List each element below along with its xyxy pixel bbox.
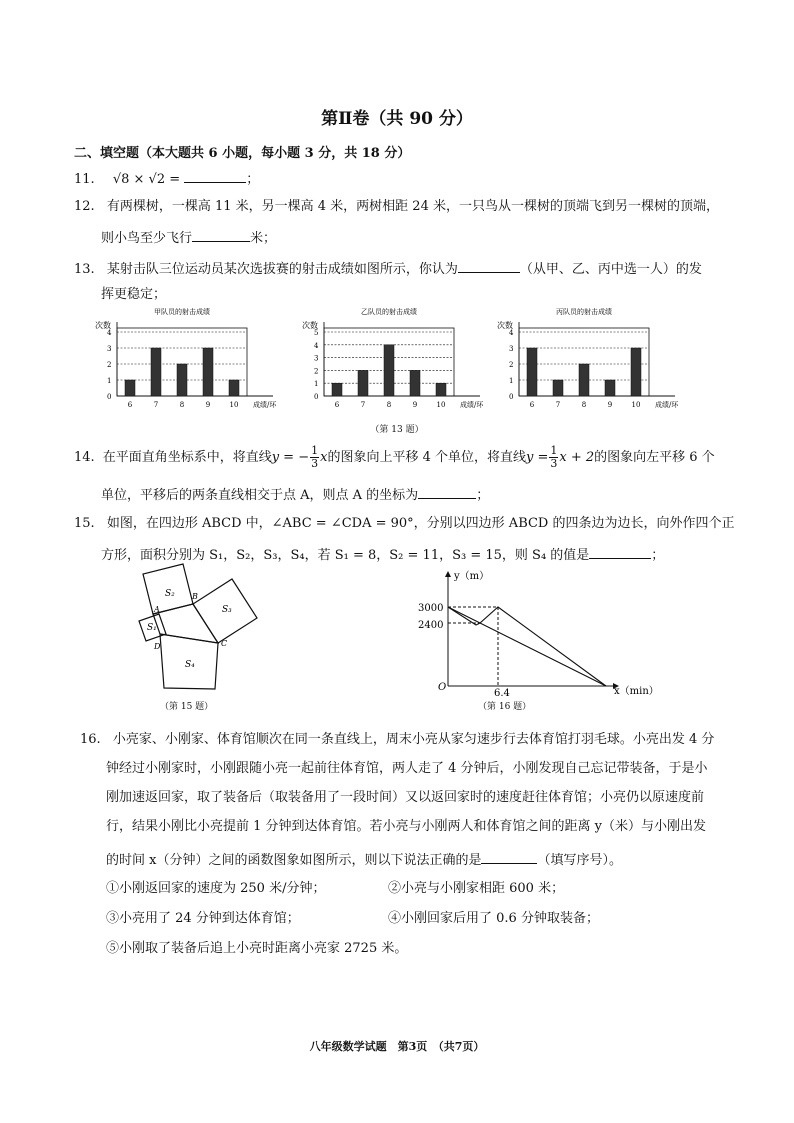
chart-ytick: 3 <box>314 354 319 363</box>
q14-text-p2: 的图象向上平移 4 个单位，将直线 <box>327 449 526 465</box>
y-tick-2400: 2400 <box>418 620 444 631</box>
q16-text-line5b: （填写序号）。 <box>537 853 622 868</box>
q15-answer-blank[interactable] <box>589 546 651 559</box>
chart-ytick: 3 <box>107 345 112 353</box>
q16-graph <box>410 568 659 699</box>
chart-title: 丙队员的射击成绩 <box>556 308 612 316</box>
question-12-line2 <box>101 229 276 245</box>
chart-ytick: 1 <box>107 377 112 385</box>
chart-ytick: 0 <box>314 393 319 401</box>
q11-expression: √8 × √2 = <box>112 172 181 187</box>
chart-xtick: 7 <box>153 401 159 409</box>
q12-text-line2b: 米； <box>250 231 277 246</box>
chart-ylabel: 次数 <box>302 321 318 330</box>
chart-xtick: 6 <box>334 401 340 409</box>
chart-xtick: 9 <box>607 401 613 409</box>
q14-text-p1: 在平面直角坐标系中，将直线 <box>102 449 272 465</box>
q16-number: 16. <box>80 732 101 747</box>
q14-eq2-pre: y = <box>526 449 549 465</box>
chart-bar-9 <box>203 348 213 396</box>
q15-figure <box>135 572 275 692</box>
question-11 <box>74 170 259 186</box>
chart-yi <box>302 307 484 409</box>
chart-bar-7 <box>553 380 563 396</box>
chart-xtick: 10 <box>229 401 239 409</box>
q16-option-4: ④小刚回家后用了 0.6 分钟取装备； <box>388 911 599 926</box>
chart-bing <box>497 307 679 409</box>
q13-text-line1a: 某射击队三位运动员某次选拔赛的射击成绩如图所示，你认为 <box>106 262 458 277</box>
chart-ytick: 0 <box>509 393 514 401</box>
q12-answer-blank[interactable] <box>192 229 250 242</box>
chart-xtick: 6 <box>127 401 133 409</box>
question-13-line1 <box>74 260 702 276</box>
q15-text-line1: 如图，在四边形 ABCD 中，∠ABC = ∠CDA = 90°，分别以四边形 ABCD 的四条边为边长，向外作四个正 <box>106 516 735 531</box>
chart-bar-7 <box>151 348 161 396</box>
q14-text-p3: 的图象向左平移 6 个 <box>594 449 715 465</box>
q14-frac2-den: 3 <box>550 456 558 470</box>
chart-bar-6 <box>527 348 537 396</box>
q14-frac1-num: 1 <box>311 443 319 457</box>
q14-fraction-1 <box>310 445 319 469</box>
chart-ylabel: 次数 <box>497 321 513 330</box>
q15-text-line2b: ； <box>651 548 665 563</box>
q14-answer-blank[interactable] <box>418 486 476 499</box>
chart-bar-6 <box>332 383 342 396</box>
chart-ytick: 2 <box>314 367 319 376</box>
chart-bar-10 <box>631 348 641 396</box>
shooting-charts <box>95 302 715 432</box>
question-16-line5 <box>106 851 622 867</box>
chart-ylabel: 次数 <box>95 321 111 330</box>
chart-xtick: 8 <box>581 401 587 409</box>
q14-eq2-post: x + 2 <box>559 449 595 465</box>
chart-ytick: 2 <box>107 361 112 369</box>
chart-ytick: 1 <box>509 377 514 385</box>
chart-jia <box>95 307 277 409</box>
q16-text-line4: 行，结果小刚比小亮提前 1 分钟到达体育馆。若小亮与小刚两人和体育馆之间的距离 y（米）与小刚出发 <box>106 819 707 834</box>
chart-xtick: 10 <box>631 401 641 409</box>
q14-eq1-post: x <box>320 449 328 465</box>
chart-title: 乙队员的射击成绩 <box>361 308 417 316</box>
chart-xtick: 10 <box>436 401 446 409</box>
chart-xtick: 9 <box>205 401 211 409</box>
chart-ytick: 5 <box>314 329 319 337</box>
q16-option-1: ①小刚返回家的速度为 250 米/分钟； <box>106 881 326 896</box>
chart-bar-6 <box>125 380 135 396</box>
q16-text-line2: 钟经过小刚家时，小刚跟随小亮一起前往体育馆，两人走了 4 分钟后，小刚发现自己忘记带装备，于是小 <box>106 761 708 776</box>
q11-end: ； <box>246 172 260 187</box>
chart-bar-8 <box>384 345 394 396</box>
q12-text-line2a: 则小鸟至少飞行 <box>101 231 193 246</box>
label-d: D <box>154 642 161 651</box>
question-15-line2 <box>101 546 664 562</box>
q16-option-3: ③小亮用了 24 分钟到达体育馆； <box>106 911 300 926</box>
chart-bar-8 <box>177 364 187 396</box>
x-axis-label: x（min） <box>614 686 659 697</box>
question-14-line2 <box>101 486 489 502</box>
q16-text-line1: 小亮家、小刚家、体育馆顺次在同一条直线上，周末小亮从家匀速步行去体育馆打羽毛球。小亮出发 4 分 <box>112 732 715 747</box>
q16-text-line3: 刚加速返回家，取了装备后（取装备用了一段时间）又以返回家时的速度赶往体育馆；小亮仍以原速度前 <box>106 790 705 805</box>
q16-answer-blank[interactable] <box>481 851 537 864</box>
label-s3: S₃ <box>222 605 232 615</box>
chart-xtick: 6 <box>529 401 535 409</box>
page-footer: 八年级数学试题 第3页 （共7页） <box>309 1040 485 1053</box>
chart-xlabel: 成绩/环 <box>253 401 277 409</box>
label-b: B <box>192 592 198 601</box>
q13-text-line2: 挥更稳定； <box>101 287 167 302</box>
chart-title: 甲队员的射击成绩 <box>154 308 210 316</box>
q13-caption: （第 13 题） <box>370 425 424 435</box>
q15-caption: （第 15 题） <box>160 702 214 712</box>
chart-bar-8 <box>579 364 589 396</box>
chart-bar-7 <box>358 370 368 396</box>
chart-ytick: 4 <box>509 329 514 337</box>
label-s1-sq-s2: S₂ <box>165 589 175 599</box>
question-16-line1 <box>80 733 714 746</box>
q14-text-line2a: 单位，平移后的两条直线相交于点 A，则点 A 的坐标为 <box>101 488 419 503</box>
q16-option-2: ②小亮与小刚家相距 600 米； <box>388 881 565 896</box>
q13-number: 13. <box>74 262 95 277</box>
q16-text-line5a: 的时间 x（分钟）之间的函数图象如图所示，则以下说法正确的是 <box>106 853 482 868</box>
q13-text-line1b: （从甲、乙、丙中选一人）的发 <box>519 262 702 277</box>
q11-answer-blank[interactable] <box>184 170 246 183</box>
chart-xtick: 8 <box>179 401 185 409</box>
question-15-line1 <box>74 517 735 530</box>
chart-xtick: 7 <box>360 401 366 409</box>
chart-xlabel: 成绩/环 <box>655 401 679 409</box>
line-xiaoliang <box>448 607 606 686</box>
question-12-line1 <box>74 200 719 213</box>
section-header: 二、填空题（本大题共 6 小题，每小题 3 分，共 18 分） <box>74 146 411 161</box>
label-a: A <box>154 605 160 614</box>
question-14-line1 <box>74 444 715 470</box>
chart-xtick: 9 <box>412 401 418 409</box>
q14-number: 14. <box>74 449 95 465</box>
q14-frac2-num: 1 <box>550 443 558 457</box>
y-axis-label: y（m） <box>454 571 490 582</box>
chart-xtick: 8 <box>386 401 392 409</box>
q14-text-line2b: ； <box>476 488 490 503</box>
q15-number: 15. <box>74 516 95 531</box>
q13-answer-blank[interactable] <box>458 260 520 273</box>
origin-label: O <box>438 682 447 693</box>
chart-ytick: 2 <box>509 361 514 369</box>
chart-bar-10 <box>436 383 446 396</box>
q14-fraction-2 <box>549 445 558 469</box>
q16-option-5: ⑤小刚取了装备后追上小亮时距离小亮家 2725 米。 <box>106 941 408 956</box>
chart-ytick: 3 <box>509 345 514 353</box>
q14-frac1-den: 3 <box>311 456 319 470</box>
x-tick-6.4: 6.4 <box>494 688 510 699</box>
chart-bar-9 <box>410 370 420 396</box>
q14-eq1-pre: y = − <box>271 449 310 465</box>
page-title: 第Ⅱ卷（共 90 分） <box>321 109 473 129</box>
chart-ytick: 4 <box>107 329 112 337</box>
chart-xtick: 7 <box>555 401 561 409</box>
chart-xlabel: 成绩/环 <box>460 401 484 409</box>
q16-caption: （第 16 题） <box>478 702 532 712</box>
label-s1: S₁ <box>147 623 157 633</box>
label-c: C <box>221 639 228 648</box>
chart-ytick: 4 <box>314 341 319 350</box>
label-s4: S₄ <box>185 660 195 670</box>
q11-number: 11. <box>74 172 95 187</box>
chart-ytick: 1 <box>314 380 319 389</box>
q12-text-line1: 有两棵树，一棵高 11 米，另一棵高 4 米，两树相距 24 米，一只鸟从一棵树的顶端飞到另一棵树的顶端， <box>106 199 719 214</box>
y-tick-3000: 3000 <box>418 603 444 614</box>
chart-bar-10 <box>229 380 239 396</box>
chart-ytick: 0 <box>107 393 112 401</box>
q15-text-line2a: 方形，面积分别为 S₁，S₂，S₃，S₄，若 S₁ = 8，S₂ = 11，S₃ = 15，则 S₄ 的值是 <box>101 548 590 563</box>
q12-number: 12. <box>74 199 95 214</box>
chart-bar-9 <box>605 380 615 396</box>
